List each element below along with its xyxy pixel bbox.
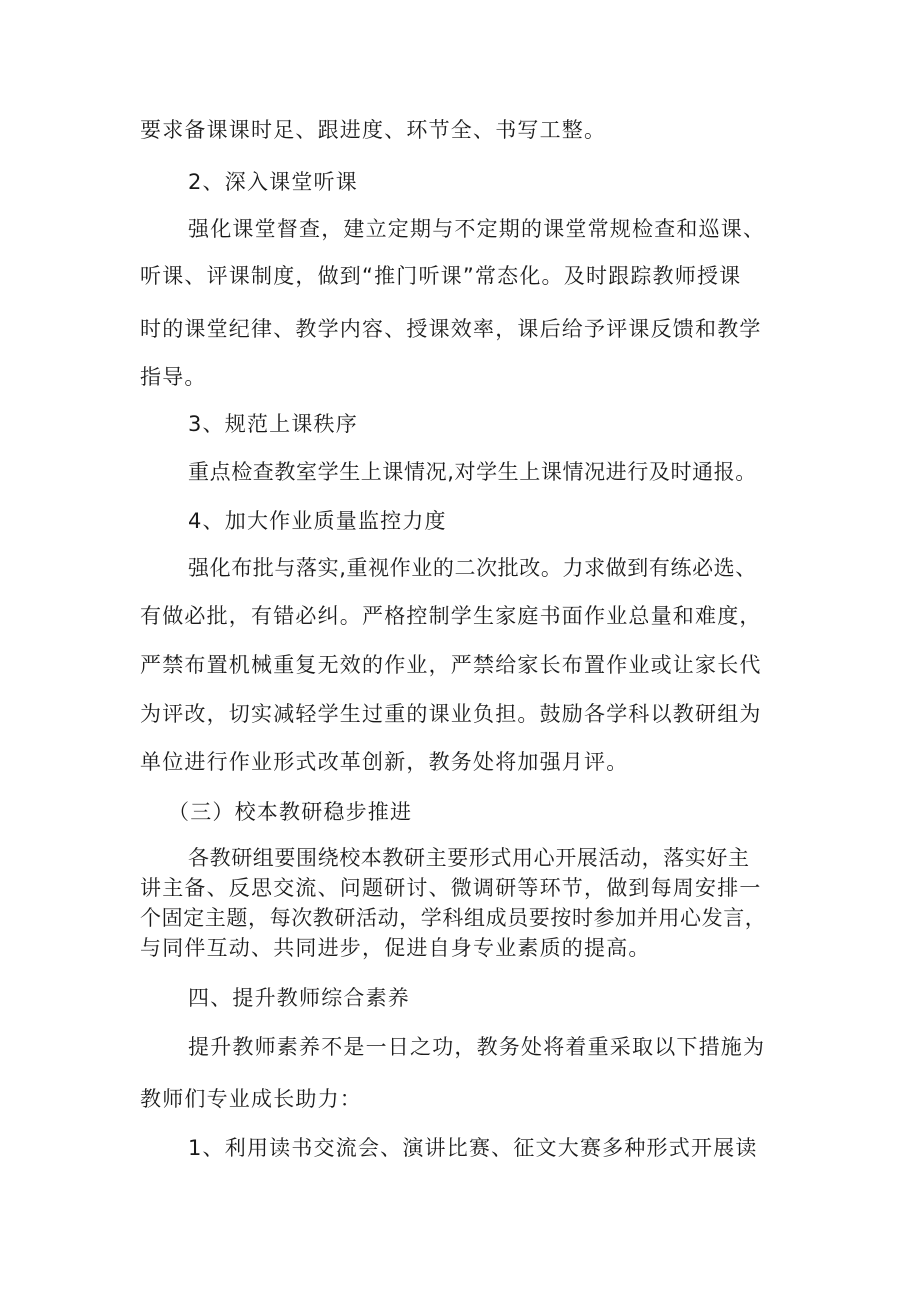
paragraph-line: 强化课堂督查，建立定期与不定期的课堂常规检查和巡课、 — [188, 217, 766, 241]
paragraph-line: 1、利用读书交流会、演讲比赛、征文大赛多种形式开展读 — [188, 1136, 758, 1160]
paragraph-line: 强化布批与落实,重视作业的二次批改。力求做到有练必选、 — [188, 556, 757, 580]
paragraph-line: 有做必批，有错必纠。严格控制学生家庭书面作业总量和难度， — [140, 604, 762, 628]
section-heading: 4、加大作业质量监控力度 — [188, 509, 447, 533]
paragraph-line: 与同伴互动、共同进步，促进自身专业素质的提高。 — [140, 936, 651, 960]
paragraph-line: 单位进行作业形式改革创新，教务处将加强月评。 — [140, 750, 629, 774]
paragraph-line: 教师们专业成长助力： — [140, 1087, 362, 1111]
section-heading: 四、提升教师综合素养 — [188, 986, 410, 1010]
paragraph-line: 要求备课课时足、跟进度、环节全、书写工整。 — [140, 118, 607, 142]
paragraph-line: 提升教师素养不是一日之功，教务处将着重采取以下措施为 — [188, 1035, 766, 1059]
paragraph-line: 听课、评课制度，做到“推门听课”常态化。及时跟踪教师授课 — [140, 264, 742, 288]
paragraph-line: 为评改，切实减轻学生过重的课业负担。鼓励各学科以教研组为 — [140, 702, 762, 726]
paragraph-line: 重点检查教室学生上课情况,对学生上课情况进行及时通报。 — [188, 460, 757, 484]
paragraph-line: 个固定主题，每次教研活动，学科组成员要按时参加并用心发言， — [140, 906, 767, 930]
section-heading: （三）校本教研稳步推进 — [168, 800, 413, 824]
section-heading: 3、规范上课秩序 — [188, 412, 358, 436]
paragraph-line: 指导。 — [140, 365, 207, 389]
paragraph-line: 讲主备、反思交流、问题研讨、微调研等环节，做到每周安排一 — [140, 876, 762, 900]
paragraph-line: 时的课堂纪律、教学内容、授课效率，课后给予评课反馈和教学 — [140, 317, 762, 341]
paragraph-line: 严禁布置机械重复无效的作业，严禁给家长布置作业或让家长代 — [140, 653, 762, 677]
paragraph-line: 各教研组要围绕校本教研主要形式用心开展活动，落实好主 — [188, 846, 750, 870]
section-heading: 2、深入课堂听课 — [188, 170, 358, 194]
